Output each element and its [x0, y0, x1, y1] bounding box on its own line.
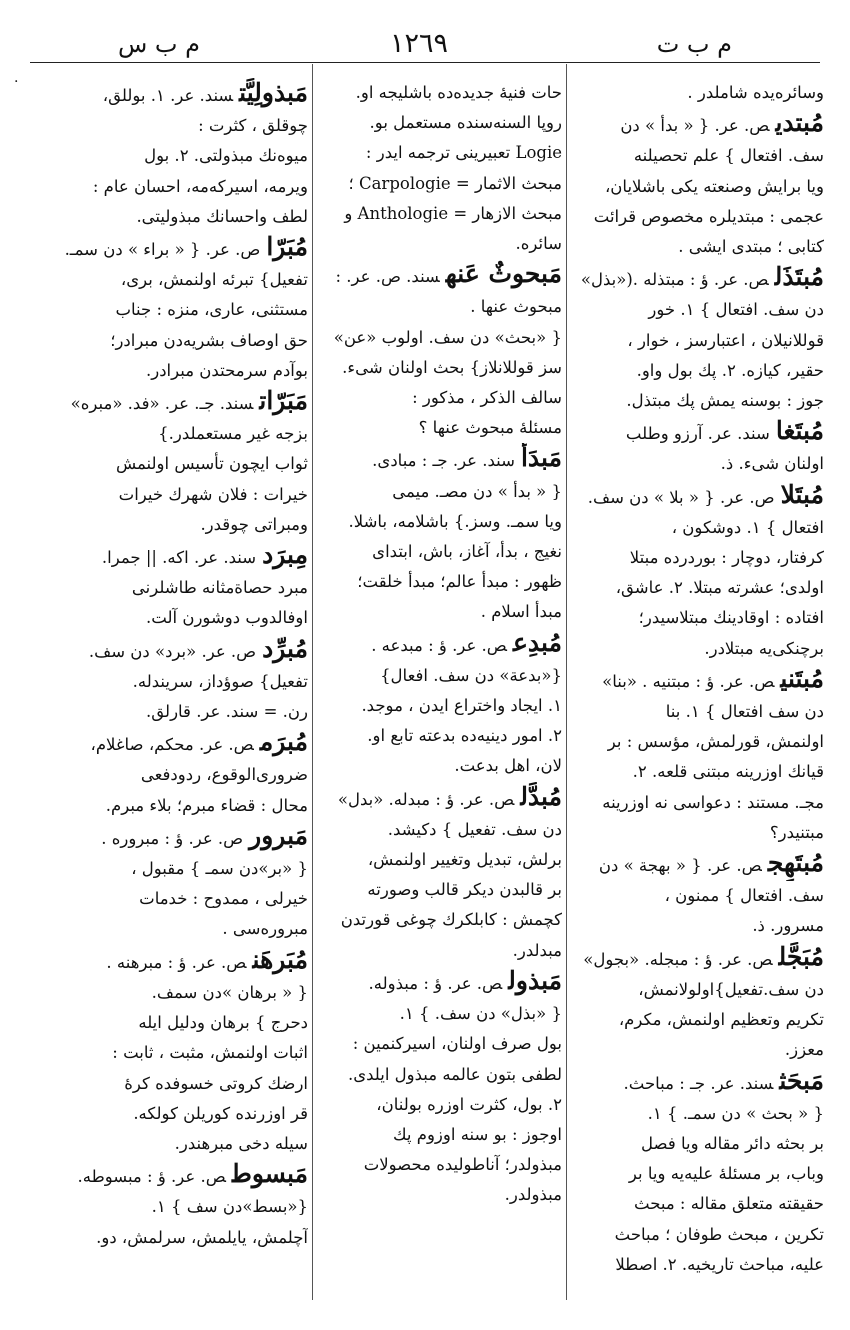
entry-text-line: اولنان شیء. ذ. — [720, 454, 824, 474]
entry-text-line: مبحث الازهار = Anthologie و — [344, 203, 562, 223]
entry-text-line: اوفالدوب دوشورن آلت. — [146, 608, 308, 628]
dictionary-entry — [318, 443, 562, 627]
entry-line — [318, 751, 562, 781]
entry-line — [318, 999, 562, 1029]
entry-headword: مُبدِع — [513, 627, 562, 657]
entry-text-line: ميوه‌نك مبذولتی. ٢. بول — [144, 146, 308, 166]
dictionary-entry — [30, 1159, 308, 1253]
entry-text-line: سند. عر. جـ : مبادی. — [372, 451, 515, 471]
dictionary-entry — [572, 262, 824, 416]
entry-line — [30, 573, 308, 603]
entry-line — [30, 510, 308, 540]
entry-line — [318, 292, 562, 322]
entry-text-line: قوللانيلان ، اعتبارسز ، خوار ، — [627, 330, 824, 350]
entry-line — [318, 567, 562, 597]
entry-text-line: حات فنيهٔ جديده‌ده باشليجه او. — [355, 83, 562, 102]
entry-text-line: تفعيل} صوؤداز، سريندله. — [132, 671, 308, 691]
entry-text-line: لطف واحسانك مبذوليتی. — [136, 206, 308, 226]
entry-line — [30, 1069, 308, 1099]
entry-text-line: بوآدم سرمحتدن مبرادر. — [146, 360, 308, 380]
entry-line — [30, 1159, 308, 1192]
entry-text-line: سيله دخی مبرهندر. — [174, 1133, 308, 1153]
entry-headword: مُبرِّد — [262, 633, 308, 663]
entry-line — [572, 1159, 824, 1189]
dictionary-entry — [30, 540, 308, 634]
entry-headword: مُبتدی — [775, 108, 824, 138]
entry-text-line: { « بدأ » دن مصـ. ميمی — [392, 481, 562, 501]
entry-line — [30, 141, 308, 171]
entry-line — [572, 634, 824, 664]
entry-text-line: مبدلدر. — [512, 940, 562, 960]
entry-line — [572, 603, 824, 633]
dictionary-entry — [572, 416, 824, 479]
entry-line — [30, 1008, 308, 1038]
entry-text-line: ويا سمـ. وسز.} باشلامه، باشلا. — [348, 511, 562, 531]
entry-text-line: خيرات : فلان شهرك خيرات — [118, 484, 308, 504]
entry-line — [318, 78, 562, 108]
margin-dot: . — [14, 70, 19, 86]
entry-line — [572, 911, 824, 941]
entry-line — [572, 480, 824, 513]
entry-line — [30, 480, 308, 510]
entry-line — [30, 945, 308, 978]
entry-text-line: { « بحث » دن سمـ. } ١. — [647, 1103, 824, 1123]
entry-line — [572, 232, 824, 262]
entry-text-line: ص. عر. { « براء » دن سمـ. — [64, 240, 261, 260]
entry-text-line: مبدأ اسلام . — [480, 602, 562, 622]
entry-line — [318, 169, 562, 199]
entry-line — [318, 905, 562, 935]
entry-line — [572, 262, 824, 295]
entry-text-line: حق اوصاف بشريه‌دن مبرادر؛ — [110, 330, 308, 350]
entry-text-line: سائره. — [515, 234, 562, 254]
entry-line — [572, 757, 824, 787]
entry-text-line: سند. عر. جـ : مباحث. — [623, 1073, 774, 1093]
entry-text-line: ص. عر. { « بدأ » دن — [620, 116, 770, 136]
dictionary-entry — [30, 634, 308, 728]
entry-text-line: ٢. امور دينيه‌ده بدعته تابع او. — [367, 726, 562, 746]
entry-text-line: ص. عر. ؤ : مبروره . — [101, 828, 244, 848]
entry-text-line: { «بذل» دن سف. } ١. — [399, 1004, 562, 1024]
entry-text-line: مبروره‌سی . — [222, 919, 308, 939]
entry-line — [30, 978, 308, 1008]
entry-line — [30, 232, 308, 265]
entry-text-line: برلش، تبديل وتغيير اولنمش، — [367, 850, 562, 870]
entry-line — [572, 326, 824, 356]
entry-text-line: لطفی بتون عالمه مبذول ايلدی. — [347, 1064, 562, 1084]
dictionary-entry — [30, 386, 308, 540]
entry-text-line: { «بر»دن سمـ } مقبول ، — [131, 859, 308, 879]
entry-text-line: سند. ص. عر. : — [335, 267, 440, 287]
entry-text-line: سند. جـ. عر. «فد. «مبره» — [70, 394, 254, 414]
entry-text-line: { « برهان »دن سمف. — [151, 982, 308, 1002]
entry-line — [572, 1035, 824, 1065]
entry-line — [572, 788, 824, 818]
header-left-guide: م ب س — [118, 30, 201, 58]
dictionary-entry — [572, 942, 824, 1066]
entry-headword: مُبتَغا — [775, 416, 824, 446]
entry-text-line: خيرلی ، ممدوح : خدمات — [139, 889, 308, 909]
entry-line — [572, 1189, 824, 1219]
entry-text-line: ومبراتی چوقدر. — [200, 514, 308, 534]
entry-text-line: كرفتار، دوچار : بوردرده مبتلا — [629, 548, 824, 568]
dictionary-entry — [572, 108, 824, 262]
entry-headword: مُبتَذَل — [774, 262, 824, 292]
entry-line — [572, 1099, 824, 1129]
entry-line — [30, 821, 308, 854]
dictionary-entry — [572, 1066, 824, 1280]
entry-line — [30, 603, 308, 633]
entry-line — [318, 323, 562, 353]
entry-headword: مَبدَأ — [520, 443, 562, 473]
entry-line — [30, 419, 308, 449]
entry-text-line: ويرمه، اسيركه‌مه، احسان عام : — [92, 176, 308, 196]
entry-headword: مَبحَث — [779, 1065, 824, 1095]
dictionary-entry — [572, 848, 824, 942]
entry-line — [572, 295, 824, 325]
entry-line — [318, 443, 562, 476]
entry-text-line: مبحوث عنها . — [470, 297, 562, 317]
dictionary-entry — [572, 480, 824, 664]
column-middle — [318, 78, 562, 1302]
entry-text-line: ص. عر. ؤ : مبتنيه . «بنا» — [602, 671, 775, 691]
entry-text-line: عجمی : مبتديلره مخصوص قرائت — [593, 206, 824, 226]
entry-headword: مُبتَنی — [780, 663, 824, 693]
column-left — [30, 78, 308, 1302]
header-rule — [30, 62, 820, 63]
entry-line — [318, 507, 562, 537]
dictionary-entry — [572, 78, 824, 108]
entry-text-line: محال : قضاء مبرم؛ بلاء مبرم. — [105, 795, 308, 815]
entry-line — [318, 413, 562, 443]
entry-line — [30, 449, 308, 479]
entry-text-line: دحرج } برهان ودليل ايله — [138, 1013, 308, 1033]
entry-text-line: حقير، كيازه. ٢. پك بول واو. — [636, 360, 824, 380]
entry-line — [318, 108, 562, 138]
entry-text-line: سند. عر. اكه. || جمرا. — [101, 548, 257, 568]
entry-text-line: ص. عر. ؤ : مبذوله. — [368, 973, 503, 993]
entry-text-line: برچنكی‌يه مبتلادر. — [704, 638, 824, 658]
entry-line — [318, 875, 562, 905]
entry-line — [318, 628, 562, 661]
column-divider-right — [566, 64, 567, 1300]
entry-text-line: نغيج ، بدأ، آغاز، باش، ابتدای — [372, 542, 562, 562]
entry-line — [318, 383, 562, 413]
entry-text-line: ظهور : مبدأ عالم؛ مبدأ خلقت؛ — [357, 572, 562, 592]
entry-text-line: رن. = سند. عر. قارلق. — [146, 702, 308, 722]
entry-text-line: چوقلق ، كثرت : — [198, 116, 308, 136]
entry-headword: مُبَجَّل — [778, 941, 824, 971]
entry-text-line: مبحث الاثمار = Carpologie ؛ — [348, 173, 562, 193]
entry-line — [318, 597, 562, 627]
entry-text-line: مبرد حصاة‌مثانه طاشلرنی — [131, 578, 308, 598]
entry-line — [318, 845, 562, 875]
entry-line — [30, 854, 308, 884]
entry-text-line: سند. عر. آرزو وطلب — [625, 424, 770, 444]
entry-text-line: حقيقته متعلق مقاله : مبحث — [634, 1194, 824, 1214]
entry-text-line: قيانك اوزرينه مبتنی قلعه. ٢. — [632, 762, 824, 782]
entry-line — [572, 881, 824, 911]
entry-line — [318, 936, 562, 966]
entry-line — [318, 477, 562, 507]
entry-line — [572, 141, 824, 171]
entry-text-line: Logie تعبيرينی ترجمه ايدر : — [365, 143, 562, 163]
entry-text-line: اوجوز : بو سنه اوزوم پك — [393, 1124, 562, 1144]
dictionary-entry — [30, 232, 308, 386]
entry-line — [30, 326, 308, 356]
entry-text-line: سف. افتعال } ممنون ، — [664, 886, 824, 906]
entry-line — [30, 1129, 308, 1159]
header-right-guide: م ب ت — [656, 30, 732, 58]
entry-line — [572, 1066, 824, 1099]
entry-text-line: ١. ايجاد واختراع ايدن ، موجد. — [361, 696, 562, 716]
entry-line — [318, 353, 562, 383]
dictionary-entry — [318, 628, 562, 782]
entry-line — [318, 1150, 562, 1180]
entry-line — [30, 1099, 308, 1129]
entry-text-line: ضروری‌الوقوع، ردودفعی — [140, 765, 308, 785]
entry-text-line: مجـ. مستند : دعواسی نه اوزرينه — [602, 792, 824, 812]
entry-line — [30, 202, 308, 232]
dictionary-entry — [30, 727, 308, 821]
entry-line — [30, 111, 308, 141]
entry-line — [572, 202, 824, 232]
entry-text-line: دن سف. افتعال } ١. خور — [648, 300, 824, 320]
entry-line — [572, 1005, 824, 1035]
entry-text-line: تكريم وتعظيم اولنمش، مكرم، — [618, 1010, 824, 1030]
entry-line — [30, 1223, 308, 1253]
entry-text-line: قر اوزرنده كوريلن كولكه. — [133, 1103, 308, 1123]
entry-line — [30, 634, 308, 667]
entry-text-line: مبتنيدر؟ — [769, 822, 824, 842]
entry-text-line: اولنمش، قورلمش، مؤسس : بر — [607, 732, 824, 752]
entry-line — [30, 386, 308, 419]
entry-text-line: ارضك كروتی خسوفده كرهٔ — [124, 1073, 308, 1093]
entry-line — [30, 540, 308, 573]
entry-line — [30, 727, 308, 760]
entry-line — [572, 543, 824, 573]
entry-text-line: دن سف افتعال } ١. بنا — [665, 702, 824, 722]
entry-line — [318, 966, 562, 999]
entry-line — [572, 848, 824, 881]
entry-text-line: ص. عر. { « بلا » دن سف. — [587, 487, 775, 507]
entry-text-line: تفعيل} تبرئه اولنمش، بری، — [120, 270, 308, 290]
entry-text-line: روپا السنه‌سنده مستعمل بو. — [369, 113, 562, 133]
entry-line — [572, 664, 824, 697]
entry-text-line: ص. عر. ؤ : مبدعه . — [371, 635, 508, 655]
entry-text-line: ص. عر. ؤ : مبتذله .(«بذل» — [580, 270, 769, 290]
dictionary-entry — [318, 78, 562, 259]
dictionary-entry — [318, 259, 562, 443]
entry-text-line: سالف الذكر ، مذكور : — [412, 388, 562, 408]
entry-headword: مُبرَم — [259, 727, 308, 757]
entry-line — [572, 727, 824, 757]
entry-text-line: كتابی ؛ مبتدی ايشی . — [678, 237, 824, 257]
entry-line — [30, 78, 308, 111]
dictionary-entry — [30, 821, 308, 945]
entry-line — [572, 1220, 824, 1250]
entry-headword: مُبَرهَن — [252, 944, 308, 974]
entry-text-line: ص. عر. { « بهجة » دن — [598, 856, 762, 876]
entry-line — [30, 295, 308, 325]
dictionary-entry — [30, 78, 308, 232]
entry-line — [572, 942, 824, 975]
entry-text-line: بر بحثه دائر مقاله ويا فصل — [641, 1133, 824, 1153]
entry-text-line: كچمش : كابلكرك چوغی قورتدن — [340, 910, 562, 930]
entry-line — [318, 1180, 562, 1210]
entry-line — [572, 513, 824, 543]
entry-text-line: آچلمش، يايلمش، سرلمش، دو. — [96, 1227, 308, 1247]
entry-line — [30, 760, 308, 790]
entry-text-line: ص. عر. محكم، صاغلام، — [90, 735, 254, 755]
entry-line — [318, 691, 562, 721]
entry-text-line: معزز. — [784, 1040, 824, 1060]
dictionary-entry — [30, 945, 308, 1159]
entry-text-line: افتاده : اوقادينك مبتلاسيدر؛ — [638, 608, 824, 628]
dictionary-entry — [318, 782, 562, 966]
entry-text-line: ثواب ايچون تأسيس اولنمش — [115, 454, 308, 474]
entry-line — [318, 1120, 562, 1150]
entry-line — [572, 697, 824, 727]
entry-line — [30, 356, 308, 386]
entry-headword: مَبسوط — [231, 1159, 308, 1189]
entry-headword: مَبحوثٌ عَنه — [445, 259, 562, 289]
entry-text-line: { «بحث» دن سف. اولوب «عن» — [333, 327, 562, 347]
entry-headword: مَبذول — [508, 965, 562, 995]
entry-line — [318, 1060, 562, 1090]
entry-text-line: اثبات اولنمش، مثبت ، ثابت : — [112, 1043, 308, 1063]
entry-headword: مَبَرّات — [259, 386, 308, 416]
entry-line — [318, 782, 562, 815]
entry-line — [572, 108, 824, 141]
entry-text-line: اولدی؛ عشرته مبتلا. ٢. عاشق، — [615, 578, 824, 598]
entry-text-line: {«بدعة» دن سف. افعال} — [380, 665, 562, 685]
entry-line — [30, 914, 308, 944]
entry-line — [572, 386, 824, 416]
entry-text-line: مبذولدر؛ آناطوليده محصولات — [363, 1155, 562, 1175]
entry-line — [30, 172, 308, 202]
entry-line — [318, 229, 562, 259]
entry-line — [30, 884, 308, 914]
entry-headword: مَبرور — [249, 820, 308, 850]
entry-line — [318, 721, 562, 751]
entry-line — [318, 815, 562, 845]
entry-text-line: ص. عر. «برد» دن سف. — [88, 641, 257, 661]
page-number: ١٢٦٩ — [390, 28, 449, 59]
entry-text-line: مبذولدر. — [504, 1185, 562, 1205]
entry-text-line: مسرور. ذ. — [752, 916, 824, 936]
entry-line — [318, 661, 562, 691]
entry-line — [30, 791, 308, 821]
entry-text-line: ٢. بول، كثرت اوزره بولنان، — [376, 1094, 562, 1114]
entry-line — [30, 1038, 308, 1068]
dictionary-entry — [572, 664, 824, 848]
entry-text-line: تكرين ، مبحث طوفان ؛ مباحث — [614, 1224, 824, 1244]
entry-line — [318, 1029, 562, 1059]
entry-line — [572, 416, 824, 449]
entry-line — [318, 1090, 562, 1120]
entry-text-line: مستثنی، عاری، منزه : جناب — [115, 300, 308, 320]
entry-text-line: ص. عر. ؤ : مبرهنه . — [106, 952, 247, 972]
column-divider-left — [312, 64, 313, 1300]
entry-headword: مُبدَّل — [520, 781, 562, 811]
entry-text-line: بول صرف اولنان، اسيركنمين : — [352, 1034, 562, 1054]
entry-text-line: ص. عر. ؤ : مبسوطه. — [77, 1167, 226, 1187]
entry-line — [318, 259, 562, 292]
entry-line — [318, 537, 562, 567]
entry-line — [572, 1129, 824, 1159]
entry-line — [572, 356, 824, 386]
entry-text-line: عليه، مباحث تاريخيه. ٢. اصطلا — [615, 1254, 824, 1274]
entry-line — [572, 172, 824, 202]
entry-line — [318, 199, 562, 229]
entry-headword: مُبتَهِج — [767, 848, 824, 878]
entry-text-line: سند. عر. ١. بوللق، — [102, 86, 234, 105]
dictionary-entry — [318, 966, 562, 1211]
entry-text-line: بر قالبدن ديكر قالب وصورته — [367, 880, 562, 900]
entry-text-line: سز قوللانلاز} بحث اولنان شیء. — [342, 357, 562, 377]
entry-text-line: ويا برايش وصنعته يكی باشلايان، — [604, 176, 824, 196]
entry-text-line: ص. عر. ؤ : مبدله. «بدل» — [337, 789, 515, 809]
entry-headword: مِبرَد — [262, 540, 308, 570]
entry-text-line: دن سف. تفعيل } دكيشد. — [387, 819, 562, 839]
entry-line — [572, 975, 824, 1005]
entry-line — [572, 573, 824, 603]
entry-line — [30, 697, 308, 727]
entry-headword: مَبذولِيَّت — [239, 78, 308, 107]
entry-text-line: وسائره‌يده شاملدر . — [687, 83, 824, 102]
entry-text-line: لان، اهل بدعت. — [454, 756, 562, 776]
entry-text-line: افتعال } ١. دوشكون ، — [671, 517, 824, 537]
entry-text-line: جوز : بوسنه يمش پك مبتذل. — [626, 391, 824, 411]
column-right — [572, 78, 824, 1302]
page-header — [0, 0, 850, 62]
entry-headword: مُبَرّا — [266, 232, 308, 262]
entry-line — [572, 78, 824, 108]
entry-text-line: {«بسط»دن سف } ١. — [151, 1197, 308, 1217]
entry-text-line: سف. افتعال } علم تحصيلنه — [633, 146, 824, 166]
entry-line — [30, 667, 308, 697]
entry-text-line: مسئلهٔ مبحوث عنها ؟ — [418, 418, 562, 438]
entry-text-line: بزجه غير مستعملدر.} — [158, 424, 308, 444]
entry-line — [30, 265, 308, 295]
entry-line — [572, 449, 824, 479]
entry-line — [318, 138, 562, 168]
entry-text-line: وباب، بر مسئلهٔ عليه‌يه ويا بر — [628, 1164, 824, 1184]
entry-line — [572, 818, 824, 848]
entry-text-line: دن سف.تفعيل}اولولانمش، — [638, 979, 824, 999]
entry-line — [572, 1250, 824, 1280]
entry-text-line: ص. عر. ؤ : مبجله. «بجول» — [583, 949, 773, 969]
entry-line — [30, 1192, 308, 1222]
entry-headword: مُبتَلا — [780, 479, 824, 509]
